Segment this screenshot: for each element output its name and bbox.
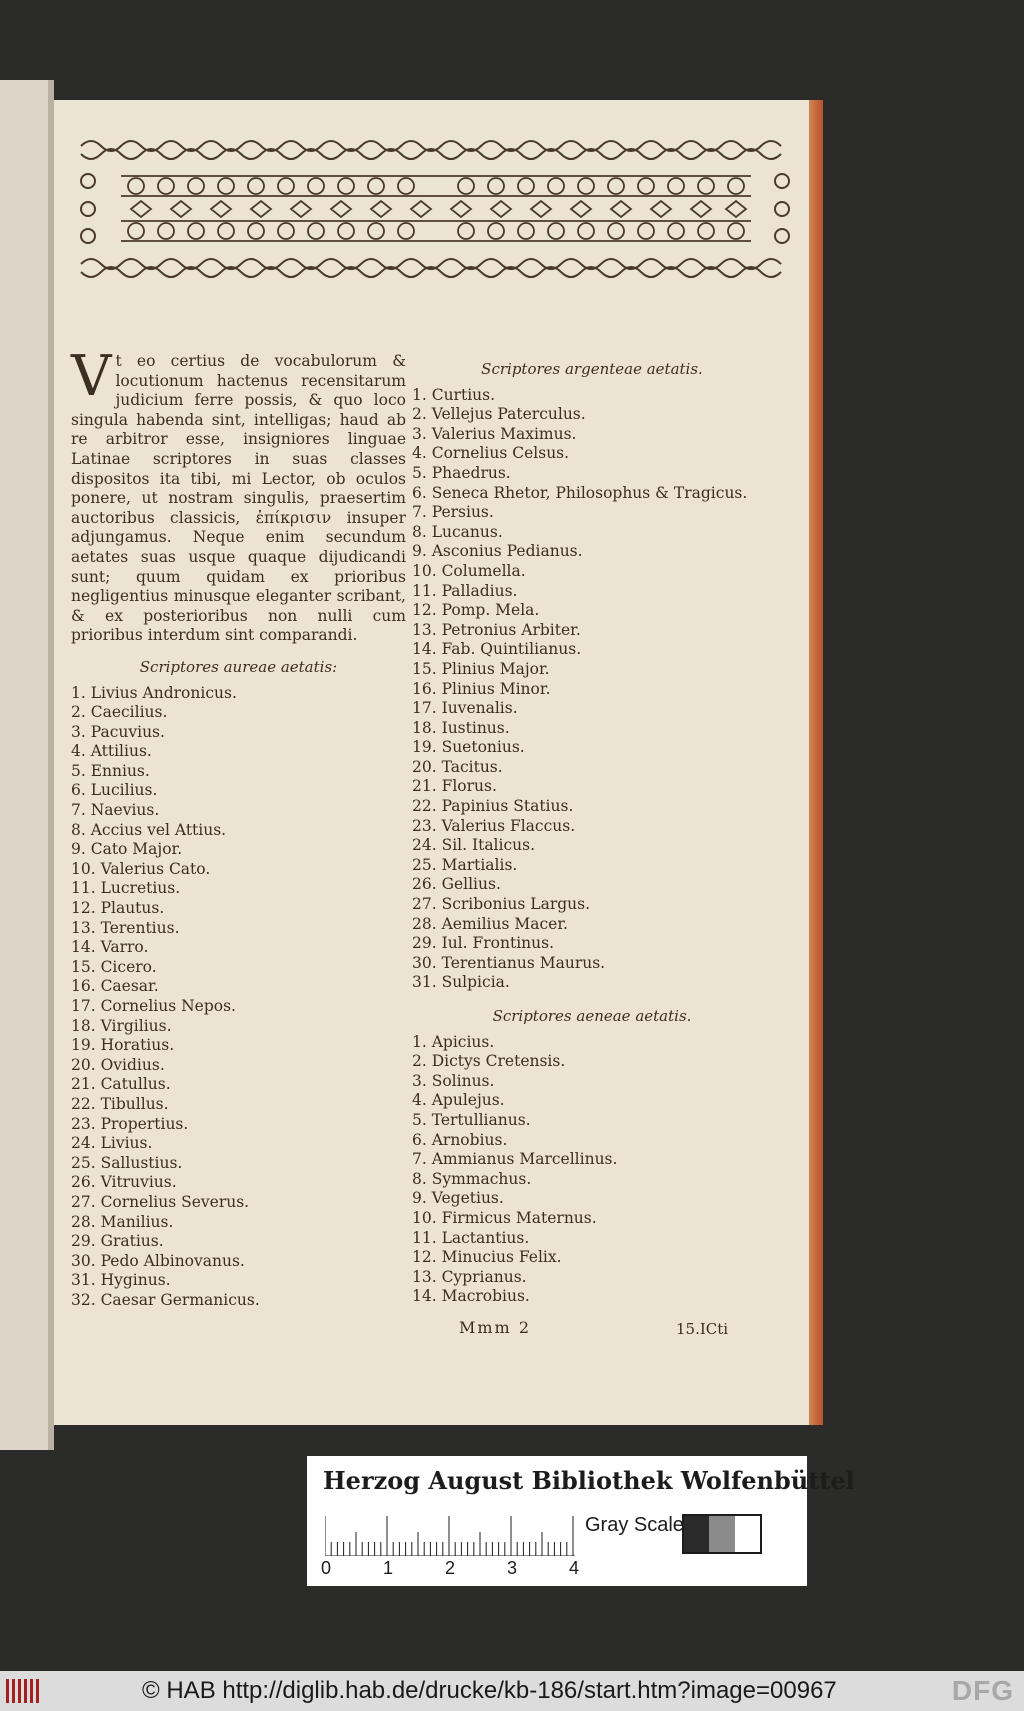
author-list-item: 32. Caesar Germanicus.: [71, 1290, 260, 1309]
author-list-item: 9. Vegetius.: [412, 1189, 504, 1208]
author-list-item: 10. Firmicus Maternus.: [412, 1208, 597, 1227]
color-reference-card: [307, 1456, 855, 1586]
author-list-item: 26. Gellius.: [412, 875, 501, 894]
author-list-item: 4. Apulejus.: [412, 1091, 505, 1110]
author-list-item: 6. Arnobius.: [412, 1130, 508, 1149]
library-name: Herzog August Bibliothek Wolfenbüttel: [323, 1466, 855, 1495]
author-list-item: 14. Macrobius.: [412, 1287, 530, 1306]
ruler-numbers: [321, 1558, 601, 1578]
author-list-item: 19. Horatius.: [71, 1036, 175, 1055]
author-list-item: 28. Manilius.: [71, 1212, 174, 1231]
author-list-item: 14. Varro.: [71, 938, 149, 957]
hab-logo-icon: [4, 1675, 44, 1707]
author-list-item: 26. Vitruvius.: [71, 1173, 177, 1192]
author-list-item: 5. Tertullianus.: [412, 1110, 531, 1129]
author-list-item: 20. Tacitus.: [412, 757, 503, 776]
author-list-item: 17. Iuvenalis.: [412, 699, 518, 718]
author-list-item: 24. Sil. Italicus.: [412, 836, 536, 855]
author-list-item: 16. Caesar.: [71, 977, 159, 996]
ruler-scale-icon: [325, 1512, 575, 1556]
author-list-item: 2. Caecilius.: [71, 703, 168, 722]
author-list-item: 11. Lucretius.: [71, 879, 181, 898]
swatch-dark: [684, 1516, 709, 1552]
author-list-item: 30. Pedo Albinovanus.: [71, 1251, 245, 1270]
swatch-mid: [709, 1516, 734, 1552]
author-list-item: 10. Valerius Cato.: [71, 859, 211, 878]
author-list-item: 6. Seneca Rhetor, Philosophus & Tragicus.: [412, 483, 748, 502]
aenea-author-list: [412, 1033, 772, 1307]
author-list-item: 13. Cyprianus.: [412, 1267, 527, 1286]
author-list-item: 11. Lactantius.: [412, 1228, 530, 1247]
author-list-item: 6. Lucilius.: [71, 781, 158, 800]
ruler-number: 0: [321, 1558, 332, 1578]
author-list-item: 31. Sulpicia.: [412, 973, 510, 992]
swatch-light: [735, 1516, 760, 1552]
book-page: [54, 100, 814, 1425]
gray-scale-label: Gray Scale: [585, 1514, 684, 1536]
author-list-item: 3. Solinus.: [412, 1071, 495, 1090]
author-list-item: 15. Plinius Major.: [412, 659, 550, 678]
left-text-column: [71, 344, 406, 1311]
author-list-item: 21. Catullus.: [71, 1075, 171, 1094]
author-list-item: 15. Cicero.: [71, 957, 157, 976]
author-list-item: 8. Accius vel Attius.: [71, 820, 227, 839]
author-list-item: 2. Dictys Cretensis.: [412, 1052, 566, 1071]
author-list-item: 12. Minucius Felix.: [412, 1248, 562, 1267]
author-list-item: 8. Symmachus.: [412, 1169, 532, 1188]
author-list-item: 3. Valerius Maximus.: [412, 424, 577, 443]
author-list-item: 27. Cornelius Severus.: [71, 1192, 250, 1211]
author-list-item: 4. Attilius.: [71, 742, 152, 761]
author-list-item: 12. Pomp. Mela.: [412, 601, 540, 620]
author-list-item: 7. Ammianus Marcellinus.: [412, 1150, 618, 1169]
aurea-section-title: Scriptores aureae aetatis:: [139, 657, 338, 676]
author-list-item: 1. Curtius.: [412, 385, 496, 404]
author-list-item: 28. Aemilius Macer.: [412, 914, 568, 933]
page-edge-red: [809, 100, 823, 1425]
intro-paragraph: [71, 344, 406, 646]
author-list-item: 30. Terentianus Maurus.: [412, 953, 606, 972]
author-list-item: 25. Martialis.: [412, 855, 518, 874]
author-list-item: 7. Persius.: [412, 503, 494, 522]
author-list-item: 22. Tibullus.: [71, 1094, 169, 1113]
author-list-item: 31. Hyginus.: [71, 1271, 171, 1290]
footer-bar: [0, 1671, 1024, 1711]
right-text-column: [412, 360, 772, 1307]
author-list-item: 1. Livius Andronicus.: [71, 683, 237, 702]
author-list-item: 13. Petronius Arbiter.: [412, 620, 581, 639]
author-list-item: 25. Sallustius.: [71, 1153, 183, 1172]
author-list-item: 17. Cornelius Nepos.: [71, 997, 236, 1015]
argentea-section-title: Scriptores argenteae aetatis.: [481, 360, 703, 378]
author-list-item: 19. Suetonius.: [412, 738, 525, 757]
author-list-item: 3. Pacuvius.: [71, 722, 165, 741]
signature-mark: Mmm 2: [459, 1318, 531, 1337]
author-list-item: 16. Plinius Minor.: [412, 679, 551, 698]
gray-scale-swatch: [682, 1514, 762, 1554]
author-list-item: 13. Terentius.: [71, 918, 180, 937]
author-list-item: 10. Columella.: [412, 561, 526, 580]
author-list-item: 23. Propertius.: [71, 1114, 189, 1133]
source-url[interactable]: © HAB http://diglib.hab.de/drucke/kb-186/start.htm?image=00967: [142, 1677, 837, 1704]
author-list-item: 9. Cato Major.: [71, 840, 183, 859]
author-list-item: 7. Naevius.: [71, 801, 160, 820]
author-list-item: 23. Valerius Flaccus.: [412, 816, 576, 835]
author-list-item: 5. Ennius.: [71, 761, 150, 780]
ornamental-headpiece: [76, 136, 794, 286]
ruler-number: 3: [507, 1558, 518, 1578]
intro-text: t eo certius de vocabulorum & locutionum hactenus recensitarum judicium ferre possis, & quo loco singula habenda sint, intelligas; haud ab re arbitror esse, insigniores linguae Latinae scriptores in suas classes dispositos ita tibi, mi Lector, ob oculos ponere, ut nostram singulis, praesertim auctoribus classicis, ἐπίκρισιν insuper adjungamus. Neque enim secundum aetates suas usque quaque dijudicandi sunt; quum quidam ex prioribus negligentius minusque eleganter scribant, & ex posterioribus non nulli cum prioribus interdum sint comparandi.: [71, 352, 406, 645]
adjacent-left-page: [0, 80, 54, 1450]
author-list-item: 5. Phaedrus.: [412, 463, 511, 482]
author-list-item: 4. Cornelius Celsus.: [412, 444, 570, 463]
author-list-item: 18. Virgilius.: [71, 1016, 172, 1035]
ruler-number: 4: [569, 1558, 580, 1578]
drop-cap: V: [71, 344, 112, 409]
aurea-author-list: [71, 684, 406, 1311]
catchword: 15.ICti: [676, 1320, 729, 1338]
dfg-logo: DFG: [951, 1675, 1014, 1706]
author-list-item: 21. Florus.: [412, 777, 497, 796]
author-list-item: 18. Iustinus.: [412, 718, 510, 737]
author-list-item: 8. Lucanus.: [412, 522, 503, 541]
author-list-item: 29. Iul. Frontinus.: [412, 934, 555, 953]
author-list-item: 1. Apicius.: [412, 1032, 495, 1051]
author-list-item: 12. Plautus.: [71, 899, 165, 918]
author-list-item: 9. Asconius Pedianus.: [412, 542, 583, 561]
author-list-item: 27. Scribonius Largus.: [412, 895, 591, 914]
ruler-number: 2: [445, 1558, 456, 1578]
author-list-item: 29. Gratius.: [71, 1232, 164, 1251]
aenea-section-title: Scriptores aeneae aetatis.: [492, 1007, 692, 1025]
author-list-item: 24. Livius.: [71, 1134, 153, 1153]
ruler-number: 1: [383, 1558, 394, 1578]
argentea-author-list: [412, 386, 772, 993]
author-list-item: 14. Fab. Quintilianus.: [412, 640, 582, 659]
author-list-item: 2. Vellejus Paterculus.: [412, 405, 586, 424]
author-list-item: 20. Ovidius.: [71, 1055, 165, 1074]
author-list-item: 22. Papinius Statius.: [412, 797, 574, 816]
author-list-item: 11. Palladius.: [412, 581, 518, 600]
